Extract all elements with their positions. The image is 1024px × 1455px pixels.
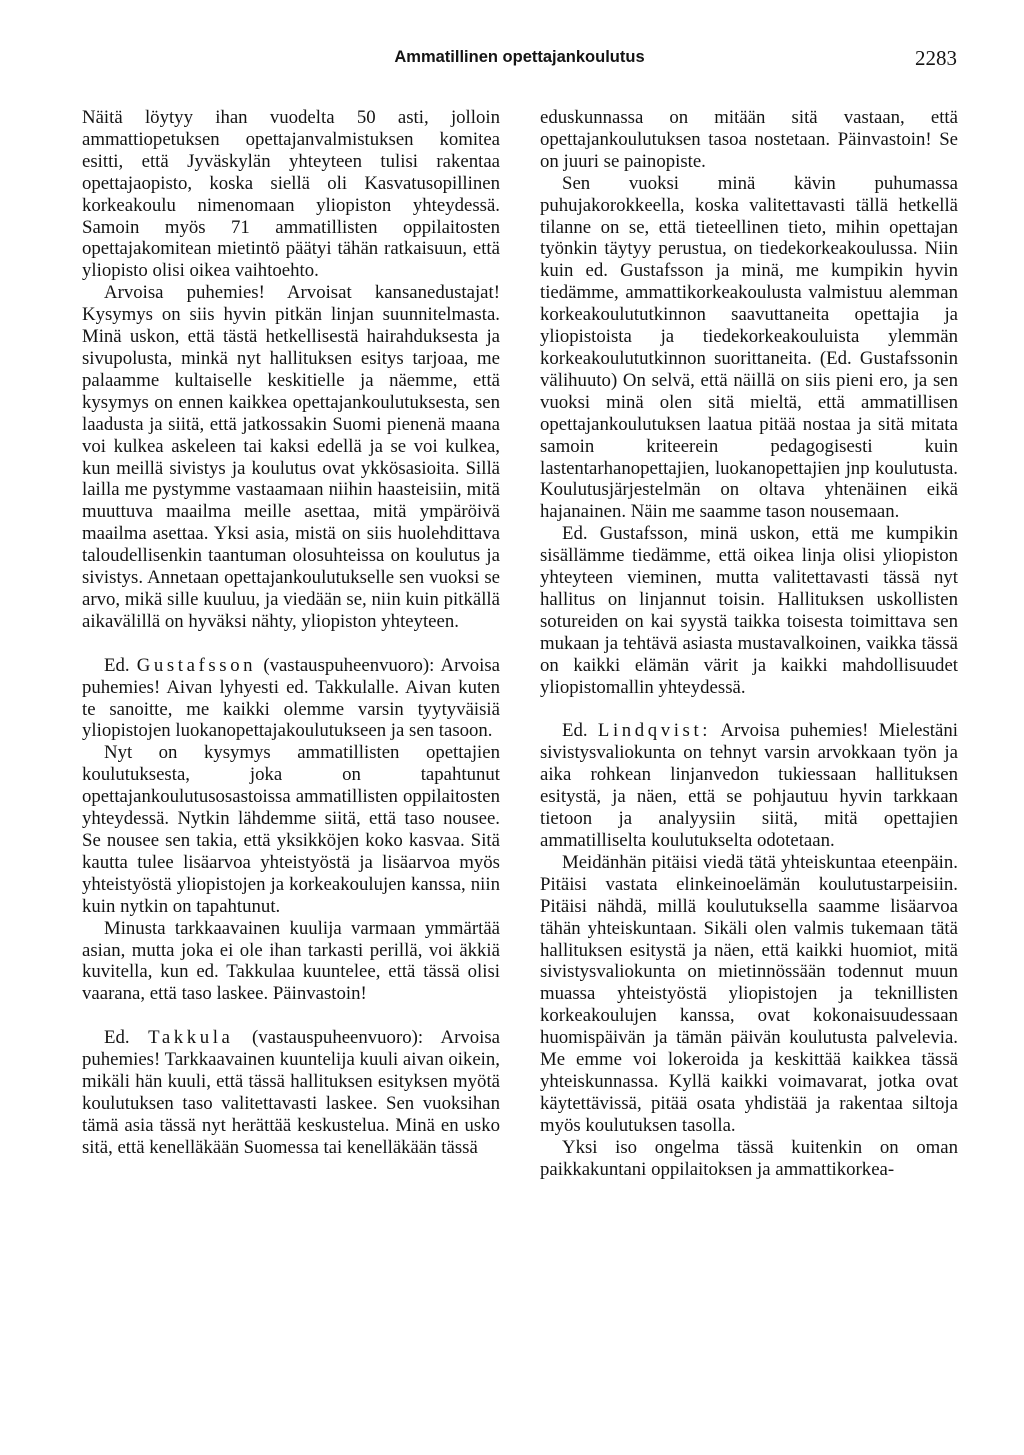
paragraph: Nyt on kysymys ammatillisten opettajien koulutuksesta, joka on tapahtunut opettajankoulutusosastoissa ammatillisten oppilaitosten yhteydessä. Nytkin lähdemme siitä, että taso nousee. Se nousee sen takia, että yksikköjen koko kasvaa. Sitä kautta tulee lisäarvoa yhteistyöstä ja lisäarvoa myös yhteistyöstä yliopistojen ja korkeakoulujen kanssa, niin kuin nytkin on tapahtunut. bbox=[82, 742, 500, 917]
paragraph: Ed. Gustafsson, minä uskon, että me kumpikin sisällämme tiedämme, että oikea linja olisi yliopiston yhteyteen vieminen, mutta valitettavasti tässä nyt hallitus on linjannut toisin. Hallituksen uskollisten sotureiden on kai syystä taikka toisesta toimittava sen mukaan ja tehtävä asiasta mustavalkoinen, vaikka tässä on kaikki elämän värit ja kaikki mahdollisuudet yliopistomallin yhteydessä. bbox=[540, 523, 958, 698]
paragraph: Sen vuoksi minä kävin puhumassa puhujakorokkeella, koska valitettavasti tällä hetkellä tilanne on se, että tieteellinen tieto, mihin opettajan työnkin täytyy perustua, on tiedekorkeakoulussa. Niin kuin ed. Gustafsson ja minä, me kumpikin hyvin tiedämme, ammattikorkeakoulusta valmistuu alemman korkeakoulututkinnon saavuttaneita opettajia ja yliopistoista ja tiedekorkeakouluista ylemmän korkeakoulututkinnon suorittaneita. (Ed. Gustafssonin välihuuto) On selvä, että näillä on siis pieni ero, ja sen vuoksi minä olen sitä mieltä, että ammatillisen opettajankoulutuksen laatua pitää nostaa ja sitä mitata samoin kriteerein pedagogisesti kuin lastentarhanopettajien, luokanopettajien jnp koulutusta. Koulutusjärjestelmän on oltava yhtenäinen eikä hajanainen. Näin me saamme tason nousemaan. bbox=[540, 172, 958, 523]
speaker-name: Lindqvist: bbox=[597, 720, 712, 742]
page-header bbox=[82, 48, 957, 78]
page-number: 2283 bbox=[915, 46, 957, 70]
speaker-prefix: Ed. bbox=[104, 654, 130, 676]
paragraph: Yksi iso ongelma tässä kuitenkin on oman paikkakuntani oppilaitoksen ja ammattikorkea- bbox=[540, 1136, 958, 1180]
speech-text: Arvoisa puhemies! Mielestäni sivistysvaliokunta on tehnyt varsin arvokkaan työn ja aika rohkean linjanvedon tukiessaan hallituksen esitystä, ja näen, että se pohjautuu hyvin tarkkaan tietoon ja analyysiin siitä, mitä opettajien ammatilliselta koulutukselta odotetaan. bbox=[540, 720, 958, 851]
speech-gustafsson bbox=[82, 655, 500, 743]
speech-takkula bbox=[82, 1027, 500, 1158]
running-title: Ammatillinen opettajankoulutus bbox=[394, 48, 645, 66]
paragraph: eduskunnassa on mitään sitä vastaan, että opettajankoulutuksen tasoa nostetaan. Päinvastoin! Se on juuri se painopiste. bbox=[540, 107, 958, 172]
speaker-prefix: Ed. bbox=[562, 720, 588, 742]
speech-text: Arvoisa puhemies! Aivan lyhyesti ed. Takkulalle. Aivan kuten te sanoitte, me kaikki olemme varsin tyytyväisiä yliopistojen luokanopettajakoulutukseen ja sen tasoon. bbox=[82, 654, 500, 742]
paragraph: Meidänhän pitäisi viedä tätä yhteiskuntaa eteenpäin. Pitäisi vastata elinkeinoelämän koulutustarpeisiin. Pitäisi nähdä, millä koulutuksella saamme lisäarvoa tähän yhteiskuntaan. Sikäli olen valmis tukemaan tätä hallituksen esitystä ja näen, että kaikki huomiot, mitä sivistysvaliokunta on mietinnössään todennut muun muassa yhteistyöstä yliopistojen ja teknillisten korkeakoulujen kanssa, ovat kokonaisuudessaan huomispäivän ja tämän päivän koulutusta palvelevia. Me emme voi lokeroida ja keskittää kaikkea tässä yhteiskunnassa. Kyllä kaikki voimavarat, jotka ovat käytettävissä, pitää osata yhdistää ja rakentaa siltoja myös koulutuksen tasolla. bbox=[540, 851, 958, 1136]
speech-lindqvist bbox=[540, 720, 958, 851]
speaker-name: Gustafsson bbox=[136, 654, 257, 676]
left-column bbox=[82, 107, 500, 1159]
speaker-prefix: Ed. bbox=[104, 1027, 130, 1049]
speaker-role: (vastauspuheenvuoro): bbox=[263, 654, 435, 676]
right-column bbox=[540, 107, 958, 1181]
speaker-name: Takkula bbox=[148, 1027, 234, 1049]
speech-text: Arvoisa puhemies! Tarkkaavainen kuuntelija kuuli aivan oikein, mikäli hän kuuli, että tässä hallituksen esityksen myötä koulutuksen taso valitettavasti laskee. Sen vuoksihan tämä asia tässä nyt herättää keskustelua. Minä en usko sitä, että kenelläkään Suomessa tai kenelläkään tässä bbox=[82, 1027, 500, 1158]
paragraph: Näitä löytyy ihan vuodelta 50 asti, jolloin ammattiopetuksen opettajanvalmistuksen komitea esitti, että Jyväskylän yhteyteen tulisi rakentaa opettajaopisto, koska siellä oli Kasvatusopillinen korkeakoulu nimenomaan yliopiston yhteydessä. Samoin myös 71 ammatillisten oppilaitosten opettajakomitean mietintö päätyi tähän ratkaisuun, että yliopisto olisi oikea vaihtoehto. bbox=[82, 107, 500, 282]
speaker-role: (vastauspuheenvuoro): bbox=[252, 1027, 424, 1049]
paragraph: Minusta tarkkaavainen kuulija varmaan ymmärtää asian, mutta joka ei ole ihan tarkasti perillä, voi äkkiä kuvitella, kun ed. Takkulaa kuuntelee, että tässä olisi vaarana, että taso laskee. Päinvastoin! bbox=[82, 917, 500, 1005]
paragraph: Arvoisa puhemies! Arvoisat kansanedustajat! Kysymys on siis hyvin pitkän linjan suunnitelmasta. Minä uskon, että tästä hetkellisestä hairahduksesta ja sivupolusta, minkä nyt hallituksen esitys tarjoaa, me palaamme kultaiselle keskitielle ja näemme, että kysymys on ennen kaikkea opettajankoulutuksesta, sen laadusta ja siitä, että jatkossakin Suomi pienenä maana voi kulkea askeleen tai kaksi edellä ja se voi kulkea, kun meillä sivistys ja koulutus ovat ykkösasioita. Sillä lailla me pystymme vastaamaan niihin haasteisiin, mitä muuttuva maailma meille asettaa, mitä ympäröivä maailma asettaa. Yksi asia, mistä on siis huolehdittava taloudellisenkin taantuman olosuhteissa on koulutus ja sivistys. Annetaan opettajankoulutukselle sen vuoksi se arvo, mikä sille kuuluu, ja viedään se, niin kuin pitkällä aikavälillä on hyväksi nähty, yliopiston yhteyteen. bbox=[82, 282, 500, 632]
